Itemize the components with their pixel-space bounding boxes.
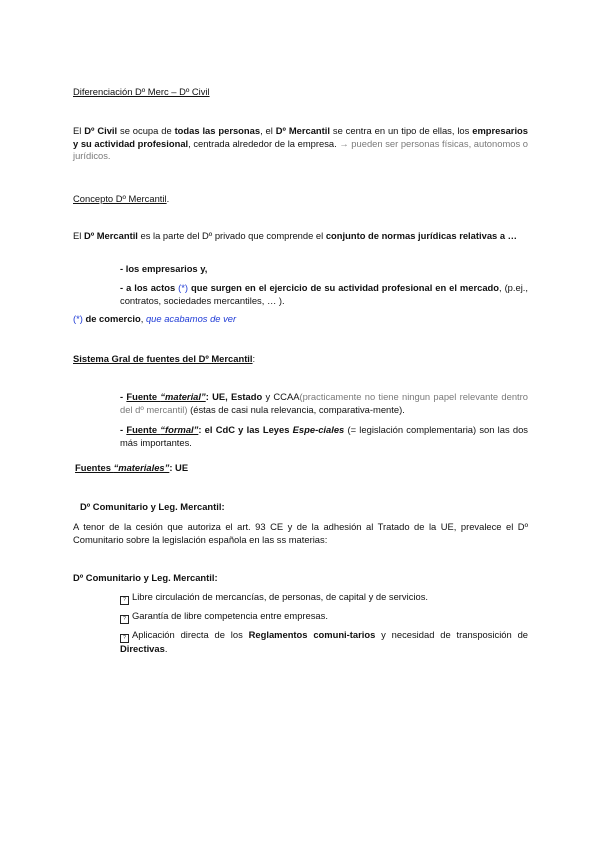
text-run: , centrada alrededor de la empresa. [188,137,340,149]
heading-text: Sistema Gral de fuentes del Dº Mercantil [73,353,253,364]
text-run: (= legislación complementaria) son las dos más importantes. [120,424,528,448]
text-run: - a los actos [120,282,179,293]
term-directivas: Directivas [120,643,165,654]
text-run: : UE [169,462,189,473]
heading-sistema-fuentes [73,353,528,366]
text-run: de comercio [82,313,141,324]
bullet-icon [120,615,129,624]
text-run: y CCAA [262,391,300,402]
heading-text: Concepto Dº Mercantil [73,193,167,204]
text-run: : el CdC y las Leyes [198,424,293,435]
text-run: , el [260,125,276,136]
footnote-italic: que acabamos de ver [145,313,237,324]
text-run: El [73,125,85,136]
text-run: Aplicación directa de los [132,629,249,640]
text-run: se centra en un tipo de ellas, los [330,125,473,136]
term-dmercantil: Dº Mercantil [83,230,138,241]
heading-text: Dº Comunitario y Leg. Mercantil: [73,572,218,583]
term-conjunto-normas: conjunto de normas jurídicas relativas a … [325,230,518,241]
text-run: (éstas de casi nula relevancia, comparativa-mente). [187,403,405,415]
text-run: Fuentes [75,462,114,473]
heading-text: Diferenciación Dº Merc – Dº Civil [73,86,210,97]
paragraph-concepto [73,230,528,243]
term-empresarios: empresarios y su actividad profesional [73,125,528,149]
heading-diferenciacion [73,86,528,99]
text-run: y necesidad de transposición de [375,629,528,640]
heading-fuentes-materiales [75,462,530,475]
text-run: “formal” [160,424,199,435]
heading-dcomunitario [80,501,535,514]
materia-text: Libre circulación de mercancías, de personas, de capital y de servicios. [132,591,428,602]
text-run: El [73,230,84,241]
text-run: . [164,643,168,654]
heading-concepto [73,193,528,206]
paragraph-diferenciacion [73,125,528,163]
heading-dcomunitario-2 [73,572,528,585]
materia-item [120,591,528,605]
text-run: “materiales” [113,462,170,473]
materia-item [120,629,528,656]
fuente-material [120,391,528,416]
materia-text: Garantía de libre competencia entre empresas. [132,610,328,621]
text-run: que surgen en el ejercicio de su actividad profesional en el mercado [188,282,500,293]
text-run: Fuente [126,391,161,402]
text-run: es la parte del Dº privado que comprende el [137,230,326,241]
text-run: Espe-ciales [292,424,345,435]
text-run: , (p.ej., contratos, sociedades mercantiles, … ). [120,282,529,306]
footnote-line [73,313,528,326]
dash: - [120,391,127,402]
list-item-text: - los empresarios y, [120,263,208,274]
heading-text: Dº Comunitario y Leg. Mercantil: [80,501,225,512]
dash: - [120,424,127,435]
list-item-actos [120,282,528,307]
paragraph-tenor [73,521,528,546]
note-grey: → pueden ser personas físicas, autonomos o jurídicos. [73,137,528,162]
heading-dot: . [166,193,170,204]
term-reglamentos: Reglamentos comuni-tarios [248,629,376,640]
fuente-formal [120,424,528,449]
term-dmercantil: Dº Mercantil [275,125,330,136]
bullet-icon [120,596,129,605]
bullet-icon [120,634,129,643]
text-run: se ocupa de [117,125,175,136]
text-run: : UE, Estado [205,391,263,402]
text-run: “material” [160,391,206,402]
term-todas-personas: todas las personas [174,125,261,136]
text-run: , [140,313,146,324]
text-run: Fuente [126,424,161,435]
footnote-marker: (*) [178,282,189,293]
list-item-empresarios [120,263,528,276]
term-dcivil: Dº Civil [84,125,118,136]
note-grey: (practicamente no tiene ningun papel relevante dentro del dº mercantil) [120,391,528,415]
heading-colon: : [252,353,256,364]
materia-item [120,610,528,624]
footnote-marker: (*) [73,313,83,324]
paragraph-text: A tenor de la cesión que autoriza el art. 93 CE y de la adhesión al Tratado de la UE, prevalece el Dº Comunitario sobre la legislación española en las ss materias: [73,521,528,545]
